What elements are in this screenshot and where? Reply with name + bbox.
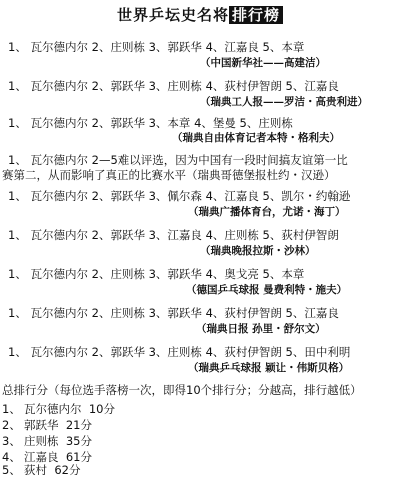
score-row: 4、 江嘉良 61分 <box>2 450 92 464</box>
ranking-list-5: 1、 瓦尔德内尔 2、郭跃华 3、江嘉良 4、庄则栋 5、荻村伊智朗 <box>8 228 339 242</box>
note-line-2: 赛第二，从而影响了真正的比赛水平（瑞典哥德堡报杜约・汉逊） <box>2 168 336 182</box>
ranking-list-1: 1、 瓦尔德内尔 2、庄则栋 3、郭跃华 4、江嘉良 5、本章 <box>8 40 305 54</box>
ranking-list-3: 1、 瓦尔德内尔 2、郭跃华 3、本章 4、堡曼 5、庄则栋 <box>8 116 293 130</box>
ranking-source-1: （中国新华社——高建洁） <box>200 57 326 69</box>
total-heading: 总排行分（每位选手落榜一次，即得10个排行分；分越高，排行越低） <box>2 383 362 397</box>
ranking-list-8: 1、 瓦尔德内尔 2、郭跃华 3、庄则栋 4、荻村伊智朗 5、田中利明 <box>8 345 351 359</box>
ranking-list-4: 1、 瓦尔德内尔 2、郭跃华 3、佩尔森 4、江嘉良 5、凯尔・约翰逊 <box>8 189 351 203</box>
title-main: 世界乒坛史名将 <box>116 6 229 24</box>
title-highlight: 排行榜 <box>229 6 283 24</box>
ranking-source-5: （瑞典晚报拉斯・沙林） <box>200 245 316 257</box>
ranking-source-3: （瑞典自由体育记者本特・格利夫） <box>172 132 340 144</box>
ranking-source-8: （瑞典乒乓球报 颖让・伟斯贝格） <box>188 362 350 374</box>
score-row: 3、 庄则栋 35分 <box>2 434 92 448</box>
ranking-source-2: （瑞典工人报——罗洁・高贵利进） <box>200 96 368 108</box>
score-row: 2、 郭跃华 21分 <box>2 418 92 432</box>
score-row: 1、 瓦尔德内尔 10分 <box>2 402 115 416</box>
ranking-source-6: （德国乒乓球报 曼费利特・施夫） <box>186 284 348 296</box>
ranking-source-7: （瑞典日报 孙里・舒尔文） <box>196 323 326 335</box>
note-line-1: 1、 瓦尔德内尔 2—5难以评选，因为中国有一段时间搞友谊第一比 <box>8 153 348 167</box>
ranking-list-7: 1、 瓦尔德内尔 2、庄则栋 3、郭跃华 4、荻村伊智朗 5、江嘉良 <box>8 306 339 320</box>
score-row: 5、 荻村 62分 <box>2 463 81 477</box>
page-title <box>0 4 400 25</box>
ranking-source-4: （瑞典广播体育台，尤诺・海丁） <box>188 206 346 218</box>
ranking-list-2: 1、 瓦尔德内尔 2、郭跃华 3、庄则栋 4、荻村伊智朗 5、江嘉良 <box>8 79 339 93</box>
ranking-list-6: 1、 瓦尔德内尔 2、庄则栋 3、郭跃华 4、奥戈亮 5、本章 <box>8 267 305 281</box>
